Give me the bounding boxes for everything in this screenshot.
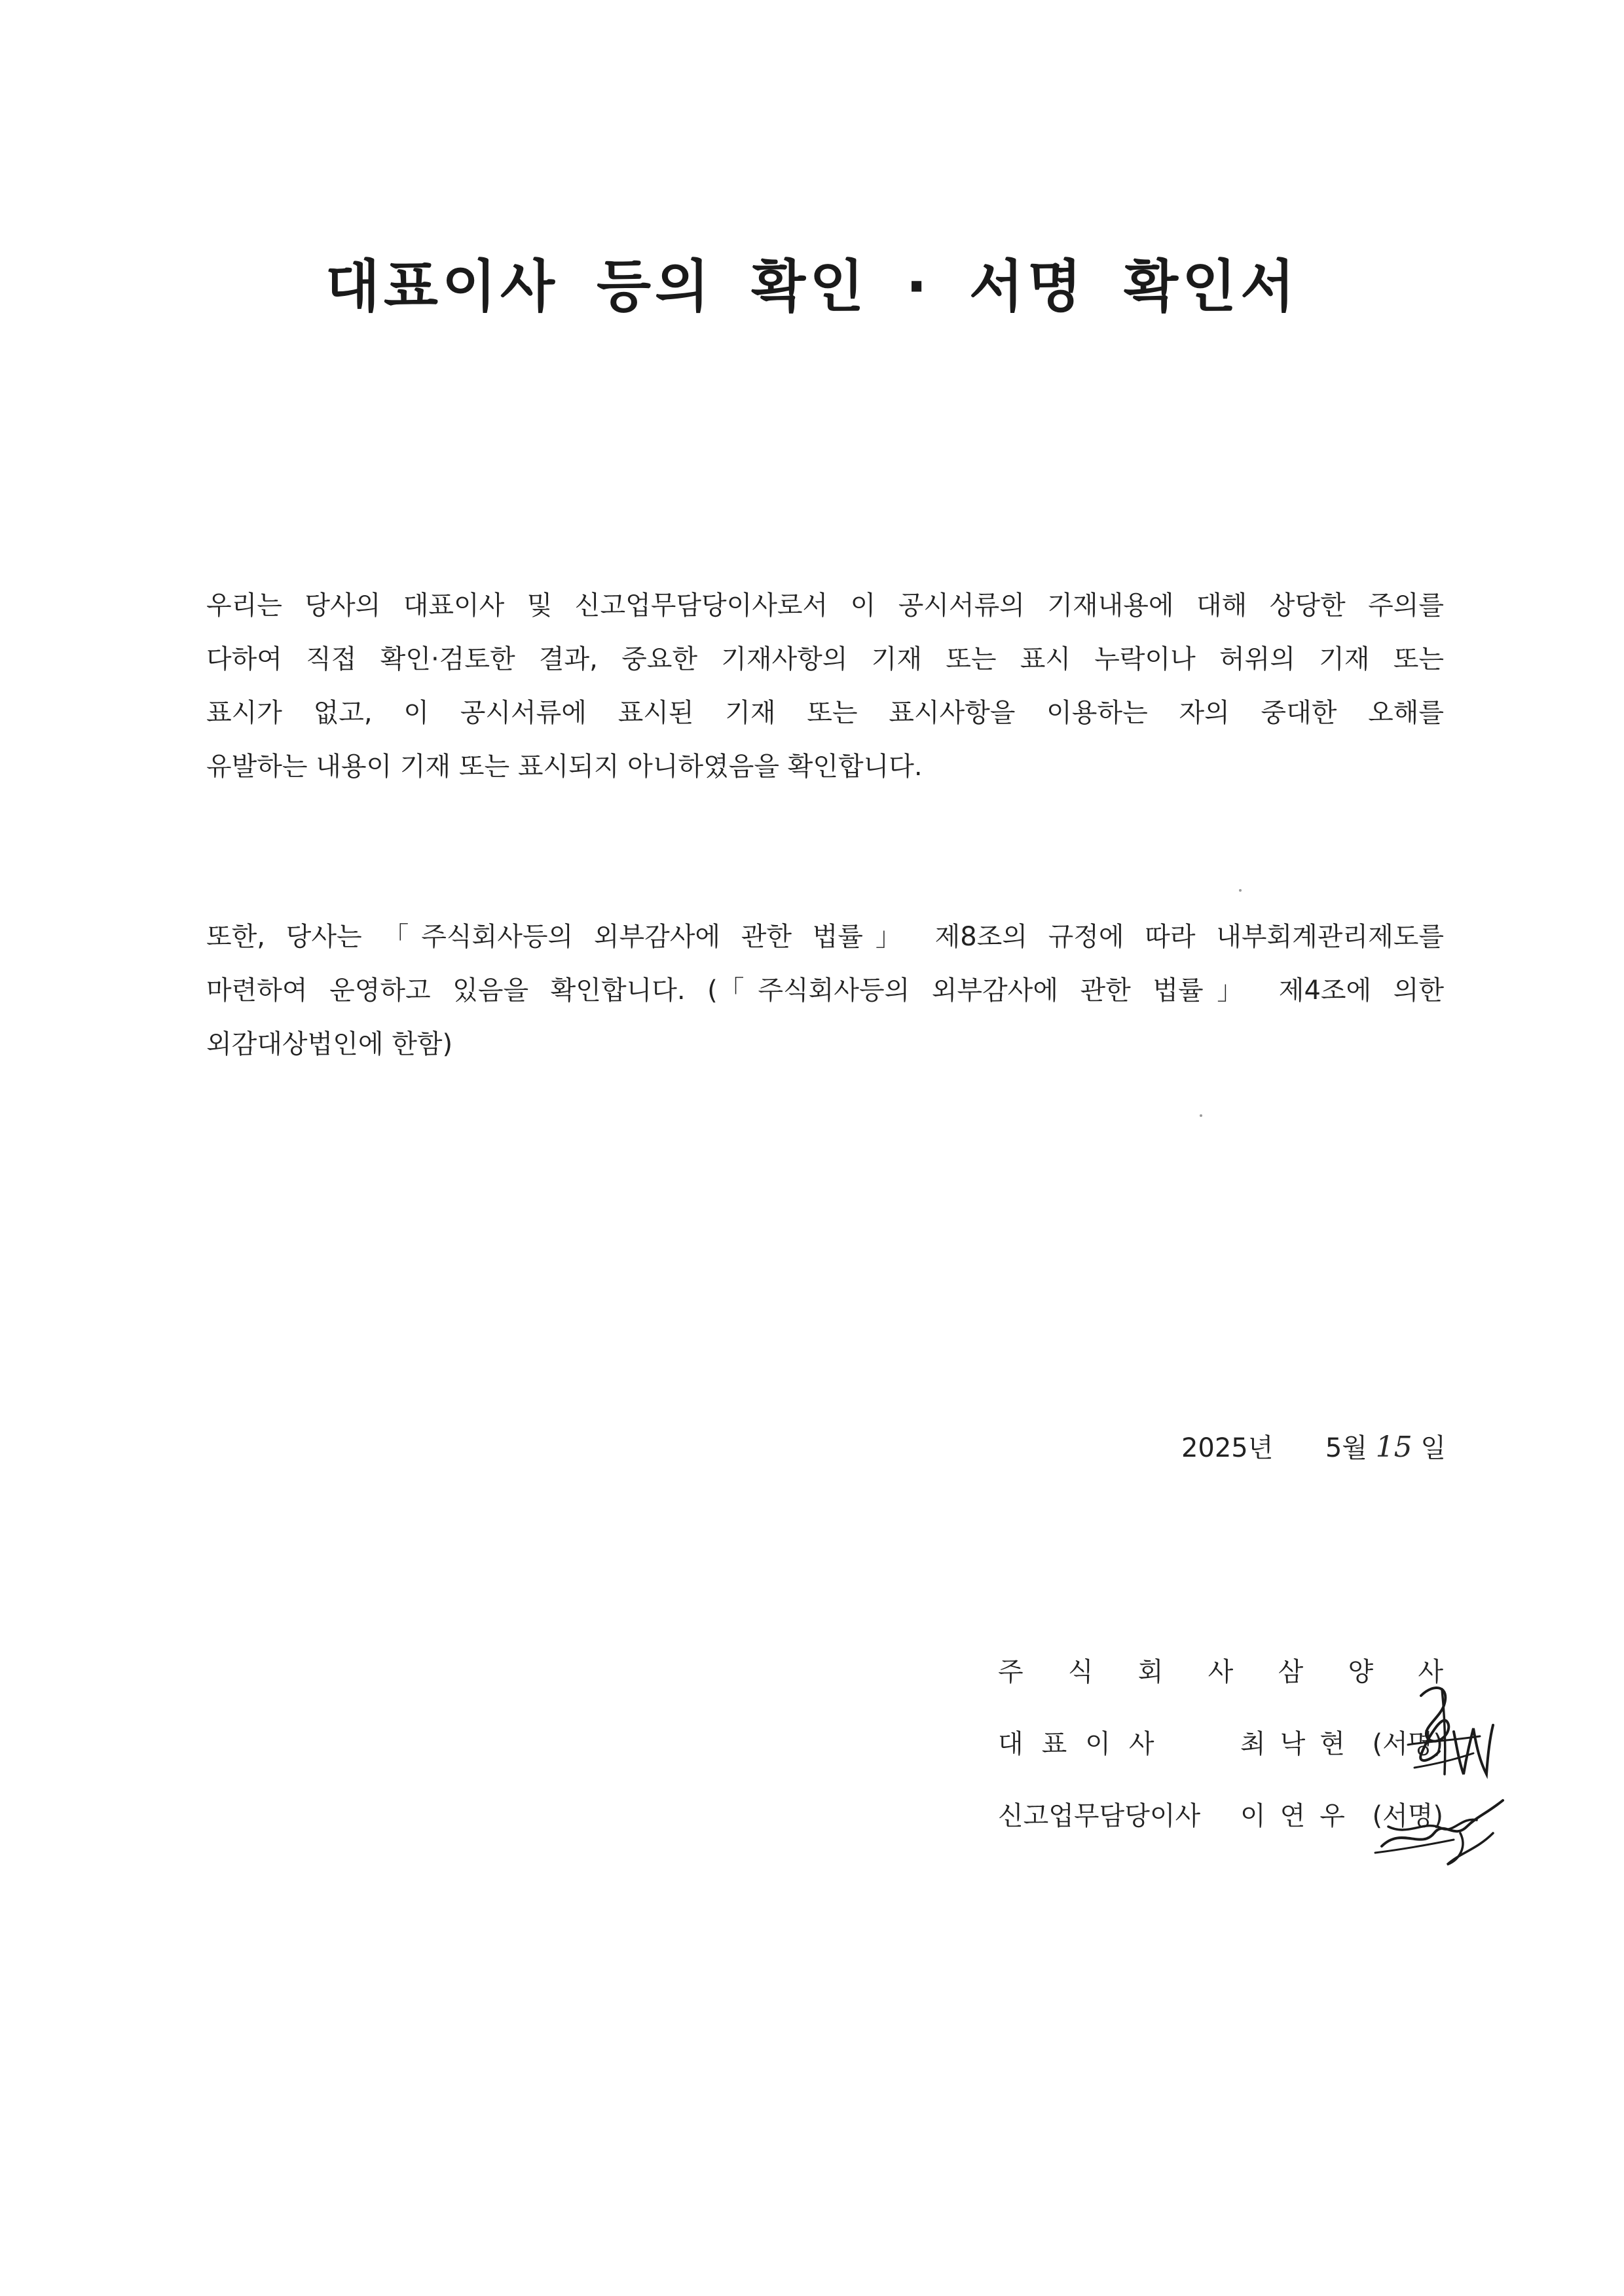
date-day-suffix: 일 xyxy=(1420,1433,1446,1463)
officer-name: 이연우 xyxy=(1240,1801,1359,1831)
document-date xyxy=(1181,1427,1446,1465)
internal-control-paragraph xyxy=(206,910,1444,1071)
company-char: 양 xyxy=(1348,1657,1374,1687)
ceo-name: 최낙현 xyxy=(1240,1729,1359,1759)
paragraph-line: 마련하여 운영하고 있음을 확인합니다. (「주식회사등의 외부감사에 관한 법률」 제4조에 의한 xyxy=(206,975,1444,1006)
scan-speck xyxy=(1239,889,1242,892)
paragraph-line: 우리는 당사의 대표이사 및 신고업무담당이사로서 이 공시서류의 기재내용에 대해 상당한 주의를 xyxy=(206,591,1444,621)
paragraph-line: 외감대상법인에 한함) xyxy=(206,1029,453,1059)
ceo-row xyxy=(998,1723,1443,1795)
ceo-signature xyxy=(1382,1676,1500,1800)
company-char: 사 xyxy=(1208,1657,1234,1687)
officer-seal-label: (서명) xyxy=(1372,1801,1443,1831)
ceo-role: 대표이사 xyxy=(998,1729,1173,1759)
officer-role: 신고업무담당이사 xyxy=(998,1801,1201,1831)
page-title: 대표이사 등의 확인 · 서명 확인서 xyxy=(325,254,1299,319)
officer-signature xyxy=(1362,1787,1513,1872)
ceo-seal-label: (서명) xyxy=(1372,1729,1443,1759)
confirmation-paragraph xyxy=(206,579,1444,793)
company-name xyxy=(998,1651,1443,1688)
paragraph-line: 유발하는 내용이 기재 또는 표시되지 아니하였음을 확인합니다. xyxy=(206,752,923,782)
company-row xyxy=(998,1651,1443,1723)
company-char: 주 xyxy=(998,1657,1024,1687)
paragraph-line: 다하여 직접 확인·검토한 결과, 중요한 기재사항의 기재 또는 표시 누락이나 허위의 기재 또는 xyxy=(206,644,1444,674)
date-year: 2025년 xyxy=(1181,1433,1274,1463)
company-char: 삼 xyxy=(1278,1657,1304,1687)
company-char: 회 xyxy=(1137,1657,1164,1687)
date-day-handwritten: 15 xyxy=(1375,1430,1412,1464)
company-char: 사 xyxy=(1418,1657,1443,1687)
paragraph-line: 표시가 없고, 이 공시서류에 표시된 기재 또는 표시사항을 이용하는 자의 중대한 오해를 xyxy=(206,698,1444,728)
scan-speck xyxy=(1200,1114,1202,1117)
company-char: 식 xyxy=(1067,1657,1094,1687)
paragraph-line: 또한, 당사는 「주식회사등의 외부감사에 관한 법률」 제8조의 규정에 따라 내부회계관리제도를 xyxy=(206,922,1444,952)
date-month: 5월 xyxy=(1325,1433,1367,1463)
